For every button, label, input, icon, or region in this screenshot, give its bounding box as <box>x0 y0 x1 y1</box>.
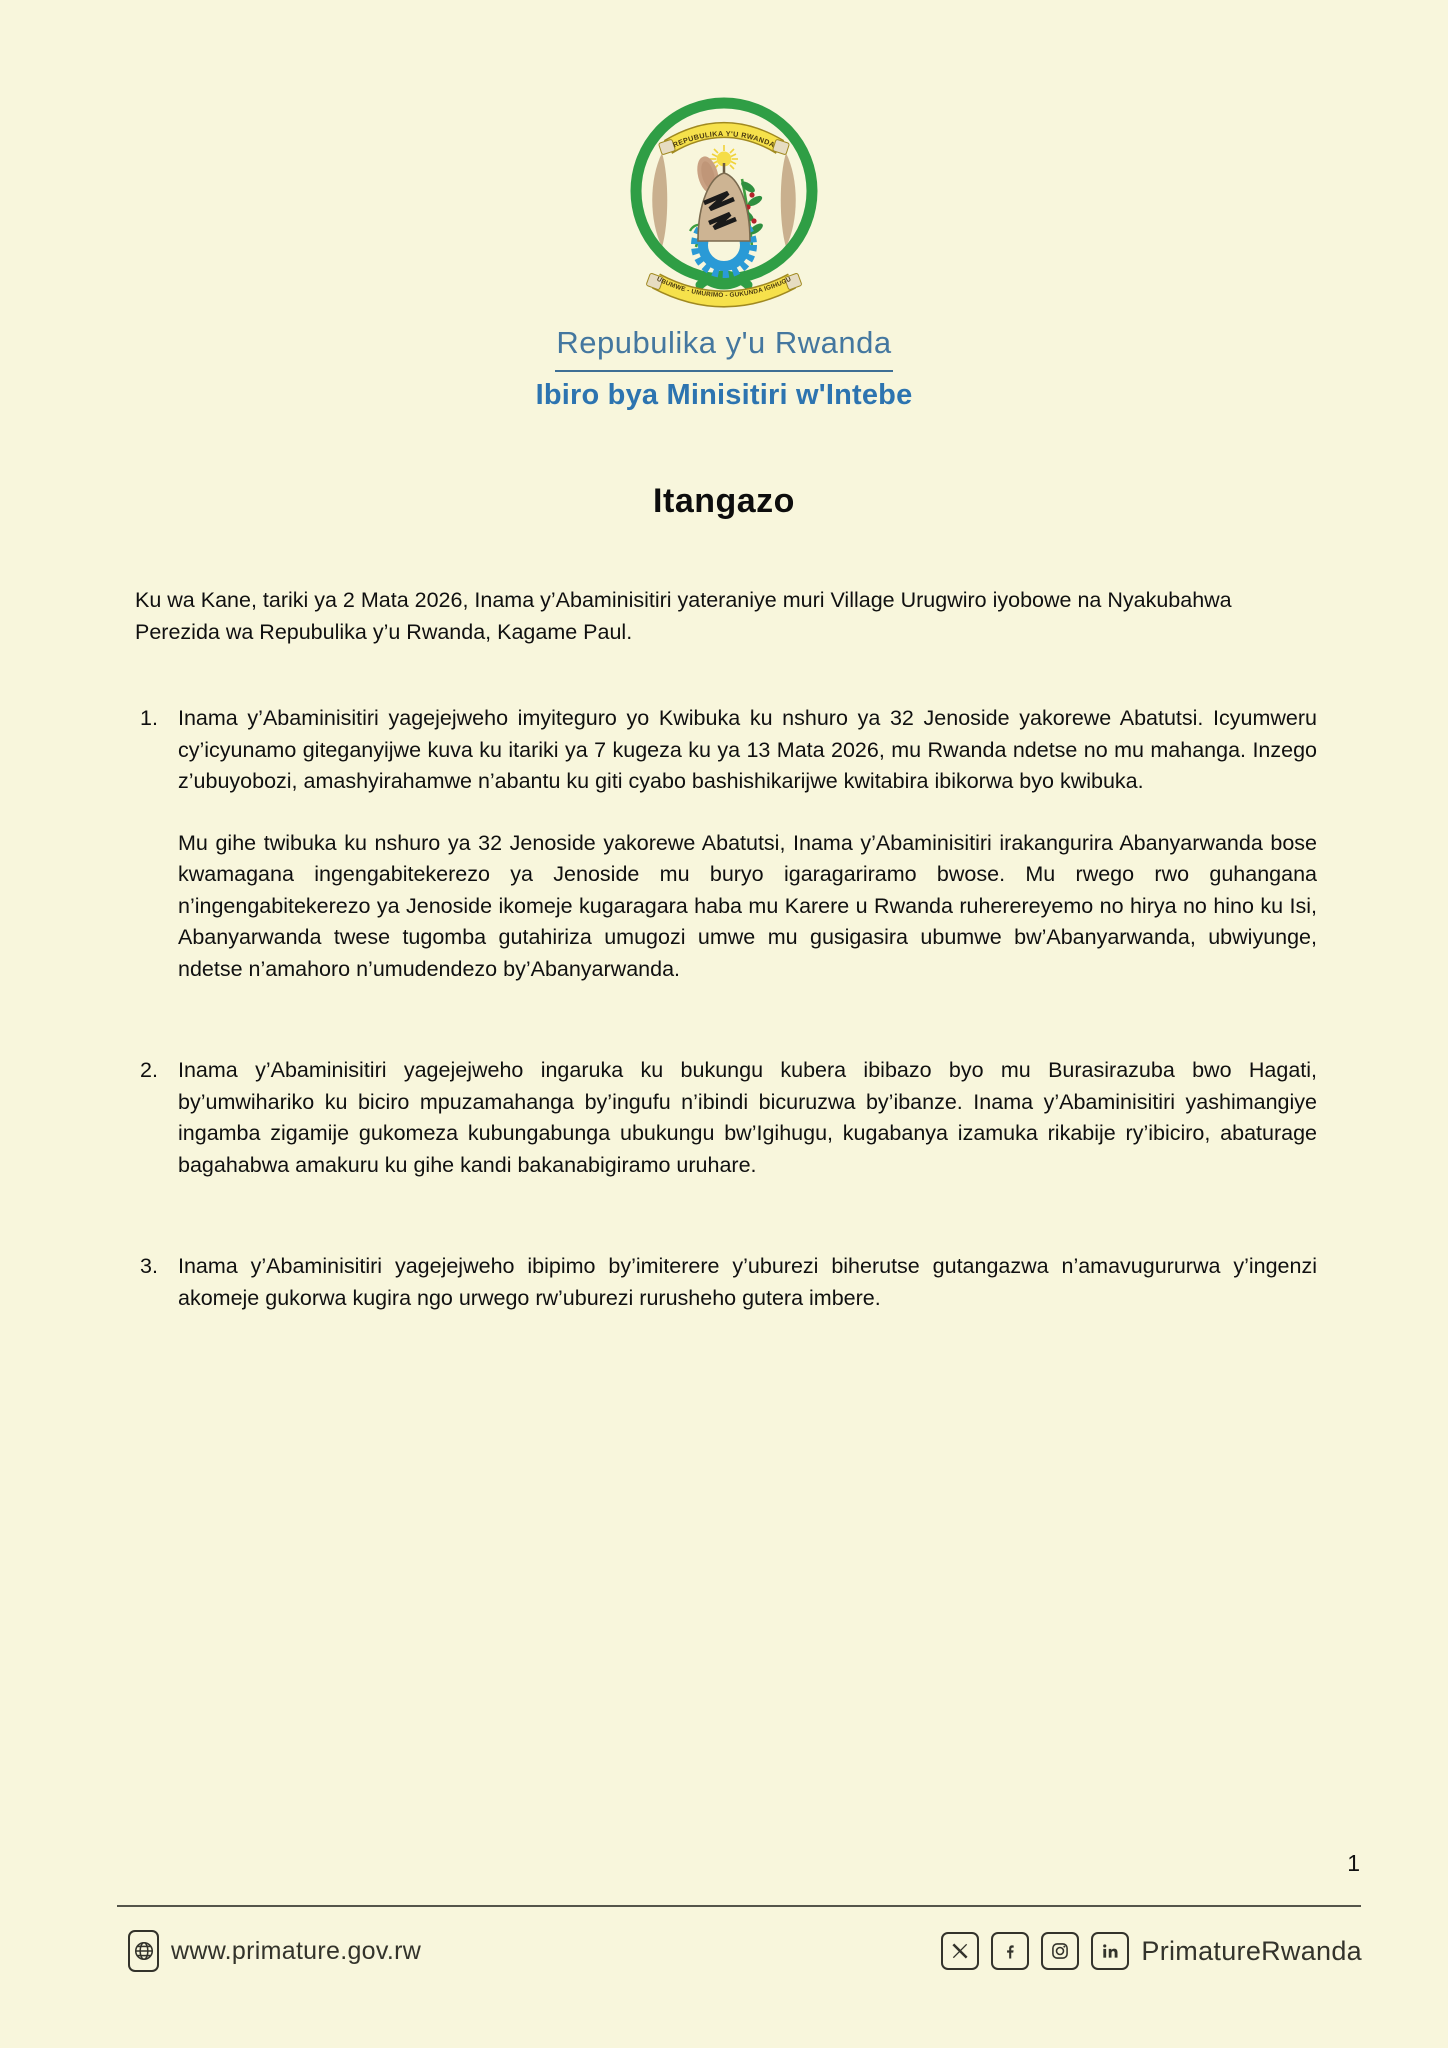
document-title: Itangazo <box>653 482 795 520</box>
emblem-motto-top: REPUBULIKA Y'U RWANDA <box>671 128 777 150</box>
rwanda-coat-of-arms <box>621 85 827 317</box>
footer-divider <box>117 1905 1361 1907</box>
social-handle: PrimatureRwanda <box>1141 1935 1362 1966</box>
instagram-icon <box>1041 1932 1079 1970</box>
item-number: 1. <box>140 706 158 730</box>
list-item-3 <box>140 1251 1317 1314</box>
item-paragraph: Inama y’Abaminisitiri yagejejweho ingaruka ku bukungu kubera ibibazo byo mu Burasirazuba bwo Hagati, by’umwihariko ku biciro mpuzamahanga by’ingufu n’ibindi bicuruzwa by’ibanze. Inama y’Abaminisitiri yashimangiye ingamba zigamije gukomeza kubungabunga ubukungu bw’Igihugu, kugabanya izamuka rikabije ry’ibiciro, abaturage bagahabwa amakuru ku gihe kandi bakanabigiramo uruhare. <box>178 1058 1317 1177</box>
list-item-1 <box>140 703 1317 985</box>
item-paragraph: Inama y’Abaminisitiri yagejejweho imyiteguro yo Kwibuka ku nshuro ya 32 Jenoside yakorewe Abatutsi. Icyumweru cy’icyunamo giteganyijwe kuva ku itariki ya 7 kugeza ku ya 13 Mata 2026, mu Rwanda ndetse no mu mahanga. Inzego z’ubuyobozi, amashyirahamwe n’abantu ku giti cyabo bashishikarijwe kwitabira ibikorwa byo kwibuka. <box>178 706 1317 793</box>
website-url: www.primature.gov.rw <box>171 1936 422 1965</box>
list-item-2 <box>140 1055 1317 1181</box>
letterhead <box>0 85 1448 412</box>
globe-icon <box>128 1930 159 1972</box>
page-footer <box>128 1930 1362 1972</box>
numbered-list <box>140 703 1317 1314</box>
emblem-motto-bottom: UBUMWE - UMURIMO - GUKUNDA IGIHUGU <box>655 275 793 300</box>
item-number: 3. <box>140 1254 158 1278</box>
facebook-icon <box>991 1932 1029 1970</box>
page-number: 1 <box>1347 1850 1360 1876</box>
item-paragraph: Mu gihe twibuka ku nshuro ya 32 Jenoside yakorewe Abatutsi, Inama y’Abaminisitiri irakangurira Abanyarwanda bose kwamagana ingengabitekerezo ya Jenoside mu buryo igaragariramo bwose. Mu rwego rwo guhangana n’ingengabitekerezo ya Jenoside ikomeje kugaragara haba mu Karere u Rwanda ruherereyemo no hirya no hino ku Isi, Abanyarwanda twese tugomba gutahiriza umugozi umwe mu gusigasira ubumwe bw’Abanyarwanda, ubwiyunge, ndetse n’amahoro n’umudendezo by’Abanyarwanda. <box>178 830 1317 981</box>
x-twitter-icon <box>941 1932 979 1970</box>
item-number: 2. <box>140 1058 158 1082</box>
title-divider <box>555 370 893 372</box>
item-paragraph: Inama y’Abaminisitiri yagejejweho ibipimo by’imiterere y’uburezi biherutse gutangazwa n’amavugururwa y’ingenzi akomeje gukorwa kugira ngo urwego rw’uburezi rurusheho gutera imbere. <box>178 1254 1317 1310</box>
coat-of-arms-graphic <box>621 85 827 317</box>
office-title: Ibiro bya Minisitiri w'Intebe <box>535 379 913 411</box>
intro-paragraph: Ku wa Kane, tariki ya 2 Mata 2026, Inama y’Abaminisitiri yateraniye muri Village Urugwiro iyobowe na Nyakubahwa Perezida wa Repubulika y’u Rwanda, Kagame Paul. <box>135 588 1232 644</box>
linkedin-icon <box>1091 1932 1129 1970</box>
republic-title: Repubulika y'u Rwanda <box>556 325 892 360</box>
